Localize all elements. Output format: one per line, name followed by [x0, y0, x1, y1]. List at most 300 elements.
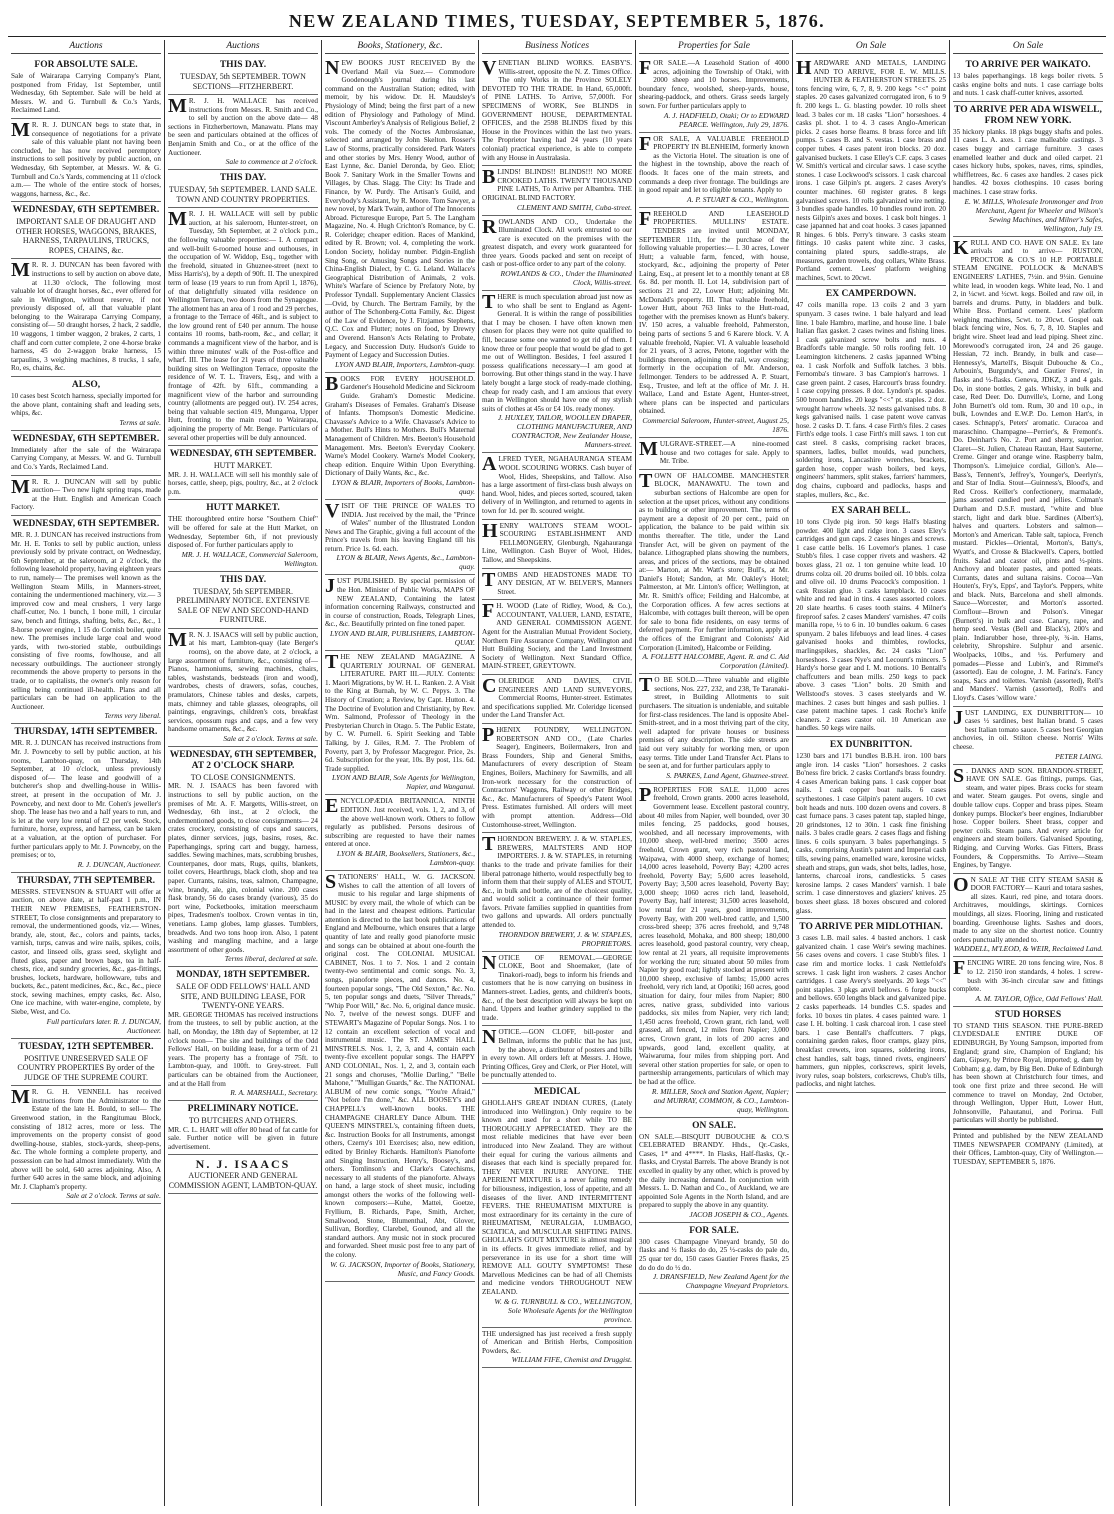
drop-cap: E [325, 795, 339, 818]
advertisement [953, 57, 1103, 102]
ad-signature: W. G. JACKSON, Importer of Books, Stationery, Music, and Fancy Goods. [330, 1259, 475, 1278]
ad-heading: WEDNESDAY, 6TH SEPTEMBER. [12, 433, 160, 444]
ad-signature: WILLIAM FIFE, Chemist and Druggist. [511, 1355, 632, 1365]
ad-body [168, 1011, 318, 1088]
advertisement [482, 1084, 632, 1328]
advertisement [639, 438, 789, 470]
ad-signature: J. HUXLEY, TAILOR, WOOLLEN DRAPER, CLOTHING MANUFACTURER, AND CONTRACTOR, New Zealander House, Manners-street. [497, 413, 632, 450]
ad-body [796, 934, 946, 1089]
ad-text: THE thoroughbred entire horse "Southern Chief" will be offered for sale at the Hutt Market, on Wednesday, September 6th, if not previously disposed of. For further particulars apply to [168, 515, 318, 550]
advertisement [168, 572, 318, 629]
column-heading: Properties for Sale [639, 40, 789, 54]
ad-text: NCYCLOPÆDIA BRITANNICA. NINTH EDITION. Just received, vols. 1, 2, and 3, of the above well-known work. Others to follow regularly as published. Persons desirous of subscribing are requested to have their names entered at once. [325, 797, 475, 849]
drop-cap: M [11, 259, 30, 282]
ad-text: OTICE.—GON CLOFF, bill-poster and Bellman, informs the public that he has just, by the above, a distributor of posters and bills in every town. All orders left at Messrs. J. Howe, Printing Offices, Grey and Clerk, or Pier Hotel, will be punctually attended to. [482, 1028, 632, 1080]
ad-body [482, 455, 632, 515]
masthead-title: NEW ZEALAND TIMES, TUESDAY, SEPTEMBER 5, 1876. [8, 6, 1106, 37]
ad-heading: MONDAY, 18TH SEPTEMBER. [176, 970, 310, 981]
ad-text: OR SALE, A VALUABLE FREEHOLD PROPERTY IN BLENHEIM, formerly known as the Victoria Hotel. The situation is one of the highest in the township, above the reach of floods. It faces one of the main streets, and commands a deep river frontage. The buildings are in good repair and let to eligible tenants. Apply to [639, 134, 789, 195]
advertisement [482, 453, 632, 519]
ad-text: MR. N. J. ISAACS has been favored with instructions to sell by public auction, on the premises of Mr. A. F. Margetts, Willis-street, on Wednesday, 6th inst., at 2 o'clock, the undermentioned goods, to close consignments— 24 crates crockery, consisting of cups and saucers, plates, dinner services, jugs, basins, roses, &c. Paperhangings, spring cart and buggy, harness, saddles. Sewing machines, mats, scrubbing brushes, Counterpanes, door mats, Rugs, quilts, blankets, toilet covers, Hearthrugs, black cloth, shop and tea paper. Currants, raisins, teas, salmon, Champagne, wine, brandy, ale, gin, colonial wine. 200 cases flask brandy, 56 do cases brandy (various), 35 do port wine, Pocketbooks, imitation meerschaum pipes, Tradesmen's toolbox. Crown ventas in tin, venetians. Lamp globes, lamp glasses. Tumblers, breadwds. And two tons hoop iron. Also, 1 patent washing and mangling machine, and a large assortment of other goods. [168, 782, 318, 954]
drop-cap: B [482, 166, 496, 189]
ad-heading: FOR ABSOLUTE SALE. [34, 60, 138, 70]
ad-body [11, 261, 161, 373]
column-6 [793, 40, 950, 1506]
advertisement [11, 1039, 161, 1087]
advertisement [325, 500, 475, 576]
drop-cap: M [11, 475, 30, 498]
ad-text: OWN OF HALCOMBE. MANCHESTER BLOCK, MANAWATU. The town and suburban sections of Halcombe are open for selection at the upset prices, without any conditions as to building or other improvement. The terms of payment are a deposit of 20 per cent., paid on application, the balance to be paid within six months thereafter. The title, under the Land Transfer Act, will be given on payment of the balance. Lithographed plans showing the numbers, areas, and prices of the sections, may be obtained at:— Marton, at Mr. Watt's store; Bull's, at Mr. Daniel's Hotel; Sandon, at Mr. Oakley's Hotel; Palmerston, at Mr. Linton's office; Wellington, at Mr. R. Smith's office; Feilding and Halcombe, at the Corporation offices. A few acres sections at Halcombe, with cottages built thereon, will be open for sale to bona fide residents, on easy terms of deferred payment. For further information, apply at the offices of the Emigrant and Colonists' Aid Corporation (Limited), Halcombe or Feilding. [639, 471, 789, 652]
advertisement [482, 166, 632, 215]
drop-cap: O [953, 873, 969, 896]
advertisement [11, 57, 161, 119]
column-heading: On Sale [796, 40, 946, 54]
ad-text: UST PUBLISHED. By special permission of the Hon. Minister of Public Works, MAPS OF NEW ZEALAND, Containing the latest information concerning Railways, constructed and in course of construction, Roads, Telegraph Lines, &c., &c. Beautifully printed on fine toned paper. [325, 577, 475, 629]
ad-body [482, 602, 632, 671]
ad-text: 10 tons Clyde pig iron. 50 kegs Hall's blasting powder. 400 light and ridge iron. 3 cases Eley's cartridges and gun caps. 2 cases hinges and screws. 1 case cattle bells. 16 Lovemor's planes. 1 case Stubb's files. 1 case copper rivets and washers. 42 boxes glass, 21 oz. 1 ton genuine white lead. 10 drums colza oil. 20 drums boiled oil. 10 bbls. colza and olive oil. 10 drums Peacock's composition. 1 cask Russian glue. 3 casks lampblack. 10 cases white and red lead in tins. 4 cases assorted colors. 20 slate hearths. 6 cases tooth stains. 4 Milner's fireproof safes. 2 cases Manders' varnishes. 47 coils manilla rope, ½ to 6 in. 10 bundles oakum. 6 cases spunyarn. 2 bales lifebuoys and lead lines. 4 cases galvanised hooks and thimbles, rowlocks, marlingspikes, shackles, &c. 24 casks "Lion" horseshoes. 3 cases Nye's and Lecount's mincers. 5 Hardy's horse gear and I. M. motions. 10 Bentall's chaffcutters and bean mills. 250 kegs to pack above. 3 cases "Lion" bolts. 20 Smith and Wellstood's stoves. 3 cases steelyards and W. machines. 2 cases butt hinges and sash pullies. 1 case patent machine tapes. 1 cask Roche's knife cleaners. 2 cases castor oil. 10 American axe handles. 50 kegs wire nails. [796, 518, 946, 733]
advertisement [482, 675, 632, 724]
ad-heading: ON SALE. [692, 1120, 736, 1131]
advertisement [639, 208, 789, 438]
ad-text: OWLANDS AND CO., Undertake the Illuminated Clock. All work entrusted to our care is executed on the premises with the greatest dispatch, and every work guaranteed for three years. Goods packed and sent on receipt of cash or post-office order to any part of the colony. [482, 217, 632, 269]
ad-body [482, 677, 632, 720]
ad-body [168, 471, 318, 497]
drop-cap: T [482, 568, 496, 591]
ad-text: ON SALE.—BISQUIT DUBOUCHE & CO.'S CELEBRATED BRANDY. Hhds., Qr.-Casks, Cases, 1* and 4****. In Flasks, Half-flasks, Qr.-flasks, and Crystal Barrels. The above Brandy is not excelled in quality by any other, which is proved by the daily increasing demand. In conjunction with Messrs. L. D. Nathan and Co., of Auckland, we are appointed Sole Agents in the North Island, and are prepared to supply the above in any quantity. [639, 1132, 789, 1210]
ad-text: 10 cases best Scotch harness, specially imported for the above plant, containing shaft and leading sets, whips, &c. [11, 392, 161, 418]
ad-signature: A. J. HADFIELD, Otaki; Or to EDWARD PEARCE. Wellington, July 29, 1876. [663, 110, 789, 129]
ad-body [11, 1088, 161, 1191]
advertisement [325, 795, 475, 871]
advertisement [11, 516, 161, 724]
ad-text: THE undersigned has just received a fresh supply of American and British Herbs, Composition Powders, &c. [482, 1329, 632, 1355]
ad-text: H. WOOD (Late of Ridley, Wood, & Co.), ACCOUNTANT, VALUER, LAND, ESTATE, AND GENERAL COMMISSION AGENT. Agent for the Australian Mutual Provident Society, Northern Fire Assurance Company, Wellington and Hutt Building Society, and the Land Investment Society of Wellington. Next Standard Office, MAIN-STREET, GREYTOWN. [482, 602, 632, 671]
ad-subheading: TO BUTCHERS AND OTHERS. [188, 1116, 298, 1126]
ad-text: OTICE OF REMOVAL.—GEORGE CLOKE, Boot and Shoemaker, (late of Tinakori-road), begs to inform his friends and customers that he is now carrying on business in Manners-street. Ladies, gents, and children's boots, &c., of the best description will always be kept on hand. Uppers and leather grindery supplied to the trade. [482, 953, 632, 1022]
ad-text: 3 cases L.B. mail sales. 4 basted anchors. 1 cask galvanized chain. 1 case Weir's sewing machines. 56 cases ovens and covers. 1 case Stubb's files. 1 case rim and mortice locks. 1 cask Nettlefold's screws. 1 cask light iron washers. 2 cases Anchor cartridges. 1 case Avery's steelyards. 20 kegs "<<" point staples. 3 pkgs anvil bellows. 6 forge bucks and bellows. 650 lengths black and galvanized pipe. 2 casks paperheads. 14 bundles C.S. spades and forks. 10 boxes tin plates. 4 cases painted ware. 1 case I. H. bolting. 1 cask charcoal iron. 1 case steel bars. 1 case Bentall's chaffcutters. 7 pkgs, containing garden rakes, floor cramps, glazy pins, breakfast crewets, iron squares, soldering irons, chest handles, salt bags, tinned rivets, engineers' hammers, gun nipples, corkscrews, spirit levels, ivory rules, soap bolsters, corkscrews, Chub's tills, padlocks, and night latches. [796, 934, 946, 1089]
advertisement [11, 1086, 161, 1204]
drop-cap: M [168, 208, 187, 231]
drop-cap: S [953, 764, 965, 787]
imprint-footer: Printed and published by the NEW ZEALAND TIMES NEWSPAPER COMPANY (Limited), at their Offices, Lambton-quay, City of Wellington.—TUESDAY, SEPTEMBER 5, 1876. [953, 1129, 1103, 1166]
ad-body [11, 531, 161, 711]
drop-cap: M [11, 1086, 30, 1109]
ad-body [953, 873, 1103, 945]
ad-body [953, 1022, 1103, 1125]
ad-text: Immediately after the sale of the Wairarapa Carrying Company, at Messrs. W. and G. Turnbull and Co.'s Yards, Reclaimed Land. [11, 445, 161, 471]
column-heading: Books, Stationery, &c. [325, 40, 475, 54]
column-heading: On Sale [953, 40, 1103, 54]
ad-text: 1230 bars and 171 bundles B.B.H. iron. 100 bars angle iron. 14 casks "Lion" horseshoes. 2 casks Bo'ness fire brick. 2 casks Cortland's brass foundry. 4 cases American baking pans. 1 cask copper boat nails. 1 cask copper boat nails. 6 cases scythestones. 1 case Gilpin's patent augers. 10 cwt bolt heads and nuts. 100 dozen ovens and covers. 8 cast furnace pans. 3 cases patent tap, stapled hinge, 20 grindstones, 12 to 30in. 1 cask fine finishing nails. 3 bales cradle gears. 2 cases flags and fishing lines. 6 coils spunyarn. 3 bales paperhangings. 5 casks, comprising Austin's patent and Imperial cash tills, sewing pains, enamelled ware, kerosine wicks, sheath and straps, gun wads, shot belts, ladles, hose, lanterns, charcoal irons, candlesticks. 5 cases kerosine lamps. 2 cases Manders' varnish. 1 bale scrim. 1 case dinnerstoves and glaziers' knives. 25 boxes sheet glass. 18 boxes obscured and colored glass. [796, 751, 946, 915]
ad-text: UST LANDING, EX DUNBRITTON— 10 cases ½ sardines, best Italian brand. 5 cases best Italian tomato sauce. 5 cases best Georgian anchovies, in oil. Stilton cheese. Norris' Wilts cheese. [953, 708, 1103, 751]
ad-body [482, 1330, 632, 1356]
ad-body [953, 706, 1103, 752]
advertisement [482, 216, 632, 292]
ad-signature: A. M. TAYLOR, Office, Odd Fellows' Hall. [975, 993, 1103, 1003]
drop-cap: M [639, 437, 658, 460]
ad-text: HE NEW ZEALAND MAGAZINE. A QUARTERLY JOURNAL OF GENERAL LITERATURE. PART III.—JULY. Contents: 1. Maori Migrations, by W. H. L. Ranken. 2. A Visit to the King at Burnah, by W. C. Pepys. 3. The History of Creation; a Review, by Capt. Hutton. 4. The Doctrine of Evolution and Christianity, by Rev. Wm. Salmond, Professor of Theology in the Presbyterian Church in Otago. 5. The Public Estate, by C. W. Purnell. 6. Spirit Seeking and Table Talking, by J. Giles, R.M. 7. The Problem of Poverty, part 3, by Professor Macgregor. Price, 2s. 6d. Subscription for the year, 10s. By post, 11s. 6d. Trade supplied. [325, 653, 475, 773]
advertisement [953, 707, 1103, 765]
advertisement [482, 1328, 632, 1369]
drop-cap: F [953, 957, 966, 980]
ad-body [11, 72, 161, 115]
ad-signature: WADDELL, M'LEOD, & WEIR, Reclaimed Land. [953, 944, 1103, 954]
ad-heading: ALSO, [71, 380, 101, 391]
advertisement [482, 600, 632, 675]
advertisement [11, 476, 161, 516]
drop-cap: N [482, 1026, 497, 1049]
advertisement [953, 1007, 1103, 1129]
ad-body [639, 783, 789, 1087]
drop-cap: N [482, 951, 497, 974]
ad-body [482, 951, 632, 1023]
advertisement [639, 1223, 789, 1294]
drop-cap: T [639, 469, 653, 492]
ad-body [796, 59, 946, 282]
drop-cap: J [953, 706, 963, 729]
ad-text: 300 cases Champagne Vineyard brandy, 50 do flasks and ½ flasks do do, 25 ½-casks do pale do, 25 quar ter do, 150 cases Gautier Freres flasks, 25 do do do do ½ do. [639, 1237, 789, 1272]
drop-cap: P [639, 783, 652, 806]
ad-text: ULGRAVE-STREET.—A nine-roomed house and two cottages for sale. Apply to Mr. Tribe. [659, 439, 789, 466]
ad-text: O BE SOLD.—Three valuable and eligible sections, Nos. 227, 232, and 238, Te Taranaki-street, in Building Allotments to suit purchasers. The situation is undeniable, and suitable for first-class residences. The land is opposite Abel-Smith-street, and in a most thriving part of the city, well adapted for private houses or business premises of any description. The side streets are laid out very suitably for working men, or upon easy terms. Title under Land Transfer Act. Plans to be seen at, and for further particulars apply to [639, 676, 789, 771]
drop-cap: T [482, 291, 496, 314]
advertisement [953, 874, 1103, 958]
advertisement [325, 373, 475, 500]
ad-signature: Sale at 2 o'clock. Terms at sale. [66, 1191, 161, 1201]
advertisement [11, 119, 161, 202]
ad-signature: LYON & BLAIR, Importers of Books, Lambton-quay. [332, 477, 475, 496]
ad-text: R. R. J. DUNCAN begs to state that, in consequence of negotiations for a private sale of this valuable plant not having been concluded, he has now received peremptory instructions to sell positively by public auction, on Wednesday, 6th September, at Messrs. W. & G. Turnbull and Co.'s Yards, commencing at 11 o'clock a.m.— The whole of the entire stock of horses, waggons, harness, &c., &c. [11, 120, 161, 198]
drop-cap: K [953, 236, 969, 259]
ad-heading: WEDNESDAY, 6TH SEPTEMBER. [12, 205, 160, 216]
ad-body [168, 782, 318, 954]
ad-text: ENETIAN BLIND WORKS. EASBY'S. Willis-street, opposite the N. Z. Times Office. The only Works in the Province SOLELY DEVOTED TO THE TRADE. In Hand, 65,000ft. of PINE LATHS. To Arrive, 57,000ft. For SPECIMENS of WORK, See BLINDS in GOVERNMENT HOUSE, DEPARTMENTAL OFFICES, and the 2598 BLINDS fixed by this House in the Provinces within the last two years. The Proprietor having had 24 years (10 years colonial) practical experience, is able to compete with any House in Australasia. [482, 59, 632, 162]
drop-cap: A [482, 453, 497, 476]
ad-subheading: SALE OF ODD FELLOWS' HALL AND SITE, AND BUILDING LEASE, FOR TWENTY-ONE YEARS. [176, 982, 310, 1011]
ad-body [639, 1238, 789, 1272]
ad-body [482, 1028, 632, 1080]
advertisement [796, 286, 946, 503]
advertisement [168, 500, 318, 571]
ad-heading: TUESDAY, 12TH SEPTEMBER. [18, 1041, 154, 1052]
advertisement [11, 431, 161, 476]
drop-cap: J [325, 575, 335, 598]
column-5 [636, 40, 793, 1506]
ad-text: LINDS! BLINDS!! BLINDS!!! NO MORE CROOKED LATHS. TWENTY THOUSAND PINE LATHS, To Arrive per Albambra. THE ORIGINAL BLIND FACTORY. [482, 168, 632, 202]
drop-cap: M [11, 118, 30, 141]
ad-text: ARDWARE AND METALS, LANDING AND TO ARRIVE, FOR E. W. MILLS. HUNTER & FEATHERSTON STREETS. 25 tons fencing wire, 6, 7, 8, 9. 200 kegs "<<" point staples. 20 cases galvanized corrugated iron, 6 to 9 ft. 200 kegs L. G. blasting powder. 10 rolls sheet lead. 3 bales cor m. 18 casks "Lion" horseshoes. 4 casks pl. shot. 1 to 4. 3 cases Anglo-American picks. 2 cases horse fleams. 8 brass force and lift pumps. 5 cases B. and S. vestas. 1 case brass and copper tubes. 4 cases patent iron blocks. 20 doz. galvanised buckets. 1 case Elley's C.F. caps. 3 cases W. Smith's vertical and circular saws. 1 case scythe stones. 1 case Lockwood's scissors. 1 cask charcoal irons. 1 case Gilpin's pt. augers. 2 cases Avery's counter machines. 60 register grates. 8 kegs galvanised screws. 10 rolls galvanized wire netting. 3 bundles spade handles. 10 bundles round iron. 20 nests Gilpin's axes and boxes. 1 cask bolt hinges. 1 case japanned hat and coat hooks. 3 cases japanned R hinges. 6 bbls. Perry's tinware. 3 casks steam fittings. 10 casks patent white zinc. 3 casks, containing plated spurs, saddle-straps, ale measures, garden trowels, dog collars, White Brass. Portland cement. Lees' platform weighing machines, 5cwt. to 20cwt. [796, 59, 946, 282]
advertisement [639, 470, 789, 674]
ad-subheading: HUTT MARKET. [213, 461, 273, 471]
ad-body [482, 293, 632, 413]
ad-heading: TO ARRIVE PER ADA WISWELL, FROM NEW YORK. [954, 104, 1102, 126]
drop-cap: M [168, 628, 187, 651]
advertisement [168, 967, 318, 1101]
ad-body [953, 236, 1103, 703]
ad-signature: LYON AND BLAIR, PUBLISHERS, LAMBTON-QUAY. [330, 629, 475, 648]
ad-text: R. N. J. ISAACS will sell by public auction, at his mart, Lambton-quay (late Berger's rooms), on the above date, at 2 o'clock, a large assortment of furniture, &c., consisting of— Pianos, harmoniums, sewing machines, chairs, tables, washstands, bedsteads (iron and wood), wardrobes, chests of drawers, sofas, couches, pramulators, Chinese tables and desks, carpets, mats, chimney and table glasses, oleographs, oil paintings, engravings, children's cots, breakfast services, opossum rugs and caps, and a few very handsome ornaments, &c., &c. [168, 630, 318, 734]
ad-signature: JACOB JOSEPH & CO., Agents. [689, 1209, 789, 1219]
ad-body [796, 752, 946, 915]
drop-cap: T [325, 651, 339, 674]
ad-body [11, 475, 161, 512]
ad-signature: ROWLANDS & CO., Under the Illuminated Clock, Willis-street. [500, 269, 632, 288]
ad-text: . DANKS AND SON. BRANDON-STREET, HAVE ON SALE. Gas fittings, pumps. Gas, steam, and water pipes. Brass cocks for steam and water. Steam gauges. Pot ovens, single and double tallow cups. Copper and brass pipes. Steam donkey pumps. Blocker's beer engines, Indiarubber hose. Copper boilers. Sheet brass, copper and pewter coils. Steam pans. And every article for engineers and steam boilers. Galvanised Spouting, Ridging, and Curving Works. Gas Fitters, Brass Founders, & Coppersmiths. To Arrive—Steam Engines, by Tangye. [953, 766, 1103, 870]
drop-cap: V [325, 499, 340, 522]
advertisement [639, 57, 789, 133]
ad-text: HORNDON BREWERY. J. & W. STAPLES, BREWERS, MALTSTERS AND HOP IMPORTERS. J. & W. STAPLES, in returning thanks to the trade and private families for their liberal patronage hitherto, would respectfully beg to inform them that their supply of ALES and STOUT, &c., in bulk and bottle, are of the choicest quality, and would solicit a continuance of their former favors. Private families supplied in quantities from two gallons and upwards. All orders punctually attended to. [482, 835, 632, 930]
ad-text: MR. GEORGE THOMAS has received instructions from the trustees, to sell by public auction, at the hall, on Monday, the 18th day of September, at 12 o'clock noon— The site and buildings of the Odd Fellows' Hall, on building lease, for a term of 21 years. The property has a frontage of 75ft. to Lambton-quay, and 100ft. to Grey-street. Full particulars can be obtained from the Auctioneer, and at the Hall from [168, 1010, 318, 1088]
ad-body [953, 72, 1103, 98]
ad-signature: Commercial Saleroom, Hunter-street, August 25, 1876. [642, 415, 789, 434]
ad-body [639, 676, 789, 771]
ad-signature: MR. J. H. WALLACE, Commercial Saleroom, Wellington. [181, 549, 318, 568]
ad-subheading: IMPORTANT SALE OF DRAUGHT AND OTHER HORSES, WAGGONS, BRAKES, HARNESS, TARPAULINS, TRUCKS, ROPES, CHAINS, &c. [15, 217, 157, 255]
ad-body [953, 764, 1103, 870]
ad-text: MR. C. L. HART will offer 80 head of fat cattle for sale. Further notice will be given in future advertisement. [168, 1125, 318, 1151]
advertisement [639, 133, 789, 208]
drop-cap: S [325, 870, 337, 893]
advertisement [168, 747, 318, 967]
drop-cap: V [482, 57, 497, 79]
advertisement [11, 873, 161, 1039]
ad-body [11, 118, 161, 198]
drop-cap: N [325, 57, 340, 79]
ad-text: 35 hickory planks. 18 pkgs buggy shafts and poles. 11 cases L. A. axes. 1 case malleable castings. 3 cases buggy and carriage furniture. 3 cases enamelled leather and duck and oiled carpet. 21 cases hickory hubs, spokes, naves, rims, spindles, whiffletrees, &c. 6 cases axe handles. 2 cases pick handles. 42 boxes clothespins. 10 cases boring machines. 1 case straw forks. [953, 127, 1103, 196]
drop-cap: R [482, 215, 497, 238]
ad-body [11, 739, 161, 859]
drop-cap: H [482, 519, 498, 542]
ad-signature: E. W. MILLS, Wholesale Ironmonger and Iron Merchant, Agent for Wheeler and Wilson's Sewing Machines, and Milner's Safes, Wellington, July 19. [964, 196, 1103, 233]
ad-heading: TO ARRIVE PER MIDLOTHIAN. [799, 922, 943, 933]
columns-container [8, 40, 1106, 1506]
ad-body [953, 959, 1103, 993]
ad-text: HŒNIX FOUNDRY, WELLINGTON. ROBERTSON AND CO., (Late Charles Seager), Engineers, Boilermakers, Iron and Brass Founders, Ship and General Smiths, Manufacturers of every description of Steam Engines, Boilers, Machinery for Sawmills, and all Iron-work necessary for the construction of Contractors' Waggons, Railway or other Bridges, &c., &c. Manufacturers of Speedy's Patent Wool Press. Estimates furnished. All orders will meet with prompt attention. Address—Old Customhouse-street, Wellington. [482, 726, 632, 829]
ad-body [482, 835, 632, 930]
advertisement [11, 724, 161, 872]
advertisement [796, 57, 946, 286]
advertisement [482, 520, 632, 569]
advertisement [11, 377, 161, 431]
ad-text: OOKS FOR EVERY HOUSEHOLD. Gardener's Household Medicine and Sickroom Guide. Graham's Domestic Medicine. Graham's Diseases of Females. Graham's Disease of Infants. Thompson's Domestic Medicine. Chavasse's Advice to a Wife. Chavasse's Advice to a Mother. Bull's Hints to Mothers. Bull's Maternal Management of Children. Mrs. Beeton's Household Management. Mrs. Beeton's Everyday Cookery. Warne's Model Cookery. Warne's Model Cookery, cheap edition. Enquire Within Upon Everything. Dictionary of Daily Wants, &c., &c. [325, 374, 475, 478]
column-heading: Auctions [11, 40, 161, 54]
ad-text: EW BOOKS JUST RECEIVED By the Overland Mail via Suez.— Commodore Goodenough's journal during his last command on the Australian Station; edited, with memoir, by his widow. Dr. H. Maudsley's Physiology of Mind; being the first part of a new edition of Physiology and Pathology of Mind. Viscount Amberley's Analysis of Religious Belief, 2 vols. The comedy of the Noctes Ambrosianae, selected and arranged by John Skelton. Rosser's Law of Storms, practically considered. Park Waters and other stories by Mrs. Henry Wood, author of East Lynne, &c. Daniel Deronda, by Geo. Eliot; Book 7. Sanitary Work in the Smaller Towns and Villages, by Chas. Slagg. The City: Its Trade and Finance, by W. Purdy. The Artisan's Guild, and Everybody's Assistant, by R. Moore. Tom Sawyer, a new novel, by Mark Twain, author of The Innocents Abroad. Picturesque Europe, Part 5. The Langham Magazine, No. 4. Hugh Crichton's Romance, by C. R. Coleridge; cheaper edition. Races of Mankind, edited by R. Brown; vol. 4, completing the work. London Society, holiday number. Pidgin-English Sing Song, or Amusing Songs and Stories in the China-English Dialect, by C. G. Leland. Wallace's Geographical Distribution of Animals, 2 vols. White's Warfare of Science by Prefatory Note, by Professor Tyndall. Supplementary Ancient Classics—Ovid, by Church. The Bertram Family, by the author of The Schonberg-Cotta Family, &c. Digest of the Law of Evidence, by J. Fitzjames Stephens, Q.C. Cox and Flutter; notes on food, by Drewry and Overend. Hanson's Acts Relating to Probate, Legacy, and Succession Duty. Hudson's Guide to Payment of Legacy and Succession Duties. [325, 59, 475, 360]
ad-text: R. J. H. WALLACE has received instructions from Messrs. R. Smith and Co., to sell by auction on the above date— 48 sections in Fitzherbertown, Manawatu. Plans may be seen and particulars obtained at the offices of Benjamin Smith and Co., or at the office of the Auctioneer. [168, 97, 318, 157]
ad-heading: EX CAMPERDOWN. [825, 289, 917, 300]
ad-body [796, 518, 946, 733]
ad-body [639, 59, 789, 111]
drop-cap: F [639, 207, 652, 230]
ad-title: N. J. ISAACS [195, 1157, 291, 1172]
ad-text: REEHOLD AND LEASEHOLD PROPERTIES. MULLINS' ESTATE. TENDERS are invited until MONDAY, SEPTEMBER 11th, for the purchase of the following valuable properties:— I. 30 acres, Lower Hutt; a valuable farm, fenced, with house, stockyard, &c., adjoining the property of Peter Laing, Esq., at present let to a monthly tenant at £8 6s. 8d. per month. II. Lot 14, subdivision part of sections 21 and 22, Lower Hutt; adjoining Mr. McDonald's property. III. That valuable freehold, Lower Hutt, about 763 links to the Hutt-road, together with the premises known as Hunt's bakery. IV. 150 acres, a valuable freehold, Pahmerston, being parts of sections 5 and 6 Karere block. V. A valuable freehold, Napier. VI. A valuable leasehold for 21 years, of 3 acres, Petone, together with the buildings thereon, adjoining the rail, way crossing; formerly in the occupation of Mr. Anderson, fellmonger. Tenders to be addressed A. P. Stuart, Esq., Trustee, and left at the office of Mr. J. H. Wallace, Land and Estate Agent, Hunter-street, where plans can be inspected and particulars obtained. [639, 209, 789, 416]
advertisement [168, 170, 318, 208]
advertisement [168, 95, 318, 170]
ad-body [325, 372, 475, 478]
ad-body [639, 207, 789, 416]
ad-body [168, 1126, 318, 1152]
ad-signature: LYON & BLAIR, Booksellers, Stationers, &c., Lambton-quay. [336, 848, 475, 867]
advertisement [482, 57, 632, 166]
ad-text: GHOLLAH'S GREAT INDIAN CURES, (Lately introduced into Wellington.) Only require to be known and used for a short while TO BE THOROUGHLY APPRECIATED. They are the most reliable medicines that have ever been introduced into New Zealand. They are without their equal for curing the various ailments and diseases that each kind is specially prepared for. THEY NEVER INJURE ANYONE. THE APERIENT MIXTURE is a never failing remedy for biliousness, indigestion, loss of appetite, and all diseases of the liver. AND INTERMITTENT FEVERS. THE RHEUMATISM MIXTURE is most extraordinary for its certainty in the cure of RHEUMATISM, NEURALGIA, LUMBAGO, SCIATICA, and MUSCULAR SHIFTING PAINS. GHOLLAH'S GOUT MIXTURE is almost magical in its effects. It gives immediate relief, and by perseverance in its use for a short time will REMOVE ALL GOUTY SYMPTOMS! These Marvellous Medicines can be had of all Chemists and medicine vendors THROUGHOUT NEW ZEALAND. [482, 1098, 632, 1297]
advertisement [168, 629, 318, 747]
advertisement [639, 674, 789, 784]
ad-text: ISIT OF THE PRINCE OF WALES TO INDIA. Just received by the mail, the "Prince of Wales" number of the Illustrated London News and The Graphic, giving a full account of the Prince's travels from his leaving England till his return. Price 1s. 6d. each. [325, 501, 475, 553]
ad-heading: WEDNESDAY, 6TH SEPTEMBER. [169, 449, 317, 460]
ad-subheading: TUESDAY, 5th SEPTEMBER. LAND SALE. TOWN AND COUNTRY PROPERTIES. [168, 185, 318, 204]
ad-body [11, 392, 161, 418]
ad-signature: CLEMENT AND SMITH, Cuba-street. [516, 202, 632, 212]
ad-signature: Terms liberal, declared at sale. [224, 954, 318, 964]
ad-heading: FOR SALE. [689, 1225, 739, 1236]
ad-signature: Sale at 2 o'clock. Terms at sale. [223, 733, 318, 743]
drop-cap: P [482, 724, 495, 746]
ad-body [11, 888, 161, 1017]
ad-body [482, 59, 632, 162]
ad-signature: Sale to commence at 2 o'clock. [225, 157, 318, 167]
ad-signature: PETER LAING. [1055, 751, 1103, 761]
advertisement [325, 575, 475, 651]
ad-subheading: AUCTIONEER AND GENERAL COMMISSION AGENT, LAMBTON-QUAY. [168, 1171, 318, 1190]
drop-cap: F [639, 57, 652, 79]
ad-body [482, 215, 632, 270]
ad-heading: THURSDAY, 14TH SEPTEMBER. [14, 727, 158, 738]
ad-heading: EX SARAH BELL. [831, 506, 911, 517]
advertisement [639, 784, 789, 1118]
ad-text: R. R. J. DUNCAN has been favored with instructions to sell by auction on above date, at 11.30 o'clock, The following most valuable lot of draught horses, &c., ever offered for sale in Wellington, without reserve, if not previously disposed of, all that valuable plant belonging to the Wairarapa Carrying Company, consisting of— 50 draught horses, 2 hack, 2 saddle, 10 waggons, 1 timber waggon, 2 brakes, 2 carts, 1 chaff and corn cutter complete, 2 one 4-horse brake harness, 45 do 2-waggon brake harness, 15 tarpaulins, 3 weighing machines, 8 trucks, 1 safe, Ro, es, chains, &c. [11, 261, 161, 373]
ad-heading: WEDNESDAY, 6TH SEPTEMBER, AT 2 O'CLOCK SHARP. [169, 749, 317, 771]
ad-heading: TO ARRIVE PER WAIKATO. [965, 60, 1091, 70]
ad-body [325, 59, 475, 360]
advertisement [482, 724, 632, 833]
ad-text: MR. R. J. DUNCAN has received instructions from Mr. H. E. Tonks to sell by public auction, unless previously sold by private contract, on Wednesday, 6th September, at the saleroom, at 2 o'clock, the following leasehold property, having eighteen years to run, namely— The premises well known as the Wellington Steam Mills, in Manners-street, containing the undermentioned machinery, viz.— 3 improved cow and meal crushers, 1 very large chaff-cutter, No. 1 bunch, 1 bone mill, 1 circular saw, bench and fittings, shafting, belts, &c., &c., 1 8-horse power engine, 1 15 do Cornish boiler, quite new. The premises include large coal and wood yards, with two-storied stable, outbuildings consisting of five rooms, fowlhouse, and all necessary outbuildings. The auctioneer strongly recommends the above property to persons in the trade, or to capitalists, the owner's only reason for selling being continued ill-health. Plans and all particulars can be had on application to the Auctioneer. [11, 530, 161, 711]
ad-signature: LYON AND BLAIR, Sole Agents for Wellington, Napier, and Wanganui. [331, 773, 475, 792]
ad-body [325, 797, 475, 849]
ad-text: MESSRS. STEVENSON & STUART will offer at auction, on above date, at half-past 1 p.m., IN THEIR NEW PREMISES, FEATHERSTON-STREET, To close consignments and preparatory to removal, the undermentioned goods, viz.— Wines, brandy, ale, stout, &c., colors and paints, tacks, varnish, turps, canvas and wire nails, spikes, coils, castor, and linseed oils, grass seed, skylight and fluted glass, paper and brown bags, tea in half-chests, rice, and sundry groceries, &c., gas-fittings, brushes, lockets, hardware, hollowware, tubs and buckets, &c., patent medicines, &c., &c., &c., piece stock, sewing machines, empty casks, &c. Also, One ice machine, with water-engine, complete, by Siebe, West, and Co. [11, 887, 161, 1017]
column-3 [322, 40, 479, 1506]
ad-heading: PRELIMINARY NOTICE. [187, 1104, 299, 1115]
ad-signature: W. & G. TURNBULL & CO., WELLINGTON, Sole Wholesale Agents for the Wellington province. [494, 1296, 632, 1324]
drop-cap: F [639, 132, 652, 155]
ad-subheading: TUESDAY, 5th SEPTEMBER. PRELIMINARY NOTICE. EXTENSIVE SALE OF NEW AND SECOND-HAND FURNITURE. [176, 586, 310, 625]
ad-heading: THIS DAY. [219, 574, 267, 585]
ad-body [168, 515, 318, 549]
drop-cap: B [325, 372, 339, 395]
advertisement [482, 833, 632, 952]
ad-text: HERE is much speculation abroad just now as to who shall be sent to England as Agent-General. It is within the range of possibilities that I may be chosen. I have often known men chosen for places they were not quite qualified to fill, because some one wanted to get rid of them. I know three or four people that would be glad to get me out of Wellington. Besides, I feel assured I possess qualifications necessary—I am good at borrowing. But other things stand in the way. I have lately bought a large stock of ready-made clothing, cheap for ready cash, and I am anxious that every man in Wellington should have one of my stylish suits of clothes at 45s or £4 10s. ready money. [482, 293, 632, 413]
ad-text: R. R. J. DUNCAN will sell by public auction— Two new light spring traps, made at the Hutt. English and American Coach Factory. [11, 477, 161, 512]
ad-subheading: TO CLOSE CONSIGNMENTS. [190, 772, 296, 782]
ad-text: N SALE AT THE CITY STEAM SASH & DOOR FACTORY— Kauri and totara sashes, all sizes. Kauri, red pine, and totara doors. Architraves, mouldings, skirtings. Cornices mouldings, all sizes. Flooring, lining and rusticated boarding. Greenhouse lights. Sashes and doors, made to any size on the shortest notice. Country orders punctually attended to. [953, 875, 1103, 944]
ad-signature: R. A. MARSHALL, Secretary. [230, 1088, 318, 1098]
advertisement [482, 952, 632, 1027]
ad-text: TO STAND THIS SEASON. THE PURE-BRED CLYDESDALE ENTIRE DUKE OF EDINBURGH, By Young Sampson, imported from England; grand sire, Champion of England; his dam, Gipsey, by Prince Royal, imported; g. dam by Cobham; g.g. dam, by Big Ben. Duke of Edinburgh has been shown at Christchurch four times, and took one first prize and three second. He will commence to travel on Monday, 2nd October, through Wellington, Upper Hutt, Lower Hutt, Johnsonville, Pahautanui, and Porirua. Full particulars will shortly be published. [953, 1021, 1103, 1125]
advertisement [482, 569, 632, 601]
ad-subheading: POSITIVE UNRESERVED SALE OF COUNTRY PROPERTIES By order of the JUDGE OF THE SUPREME COURT. [17, 1053, 155, 1082]
ad-body [953, 128, 1103, 197]
advertisement [953, 102, 1103, 237]
advertisement [168, 208, 318, 446]
ad-text: 13 bales paperhangings. 18 kegs boiler rivets. 5 casks engine bolts and nuts. 1 case carriage bolts and nuts. 1 cask chaff-cutter knives, assorted. [953, 72, 1103, 98]
ad-text: 47 coils manilla rope. 13 coils 2 and 3 yarn spunyarn. 3 cases twine. 1 bale halyard and lead line. 1 bale Hambro, marline, and house line. 1 bale Italian flax gasket. 2 cases twines and fishing lines. 1 cask galvanized screw bolts and nuts. 4 Bradford's table mangle. 50 rolls roofing felt. 10 Leamington kitchenens. 2 casks japanned W'bing ea. 1 cask Norfolk and Suffolk latches. 3 bbls. Fernomba's tinware. 3 bas Campion's harrows. 1 case green paint. 2 cases, Harcourt's brass foundry. 1 case copying presses. 8 doz. Lyndon's pt. spades. 500 broom handles. 20 kegs "<<" pt. staples. 2 doz. wrought harrow wheels. 32 nests galvanised tubs. 8 kegs galvanised nails. 1 case patent wove canvas hose. 2 casks D. T. fans. 4 case Firth's files. 2 cases Firth's edge tools. 1 case Firth's mill saws. 1 ton cut cast steel. 8 casks, comprising racket braces, spanners, ladles, bullet moulds, wad punchers, soldering irons, Lancashire wrenches, brackets, garden hose, copper wash boilers, bed keys, engineers' hammers, split stakes, farriers' hammers, dog chains, cupboard and padlocks, hasps and staples, mullers, &c., &c. [796, 301, 946, 499]
ad-body [639, 132, 789, 195]
advertisement [325, 871, 475, 1282]
ad-signature: Terms at sale. [119, 417, 161, 427]
drop-cap: C [482, 675, 497, 698]
ad-heading: STUD HORSES [994, 1009, 1062, 1020]
ad-text: ENCING WIRE. 20 tons fencing wire, Nos. 8 to 12. 2150 iron standards, 4 holes. 1 screw-bush with 36-inch circular saw and fittings complete. [953, 959, 1103, 994]
ad-body [168, 97, 318, 157]
ad-body [796, 301, 946, 499]
column-7 [950, 40, 1106, 1506]
ad-signature: S. PARKES, Land Agent, Ghuznee-street. [666, 770, 789, 780]
advertisement [953, 765, 1103, 874]
ad-body [325, 577, 475, 629]
advertisement [168, 1155, 318, 1194]
drop-cap: T [482, 833, 496, 856]
advertisement [953, 237, 1103, 707]
column-4 [479, 40, 636, 1506]
ad-signature: LYON AND BLAIR, Importers, Lambton-quay. [335, 359, 475, 369]
advertisement [325, 651, 475, 795]
ad-text: ROPERTIES FOR SALE. 11,000 acres freehold, Crown grants. 2000 acres leasehold, Government lease. Excellent pastoral country, about 40 miles from Napier, well bounded, over 30 miles fencing, 25 paddocks, good houses, woolshed, and all necessary improvements, with 10,000 sheep, well-bred merino; 3500 acres freehold, Crown grant, very rich pastoral land, Waipawa, with 4000 sheep, exchange of homes; 14,000 acres leasehold, Poverty Bay; 4,200 acres freehold, Poverty Bay; 5,600 acres leasehold, Poverty Bay; 3,500 acres leasehold, Poverty Bay; 3,000 sheep; 1060 acres rich land, leasehold, Poverty Bay, half interest; 31,500 acres leasehold, low rental for 21 years, good improvements, Poverty Bay, with 200 well-bred cattle, and 1,500 cross-bred sheep; 376 acres freehold, and 9,748 acres leasehold, Mohaka, and 800 sheep; 180,000 acres leasehold, good pastoral country, very cheap, low rental at 21 years, all requisite improvements for working the run; situated about 50 miles from Napier by good road; lightly stocked at present with 10,000 sheep, exclusive of lambs; 15,000 acres freehold, very rich land, at Opotiki; 160 acres, good situation for dairy, four miles from Napier; 800 acres, native grass, subdivided into various paddocks, six miles from Napier, very rich land; 1,450 acres freehold, Crown grant, rich land, well grassed, all fenced, 12 miles from Napier; 3,000 acres, Crown grant, in lots of 200 acres and upwards, good land, excellent quality, at Waiwaruma, four miles from shipping port. And several other station properties for sale, or open to partnership arrangements, particulars of which may be had at the office. [639, 785, 789, 1086]
advertisement [168, 57, 318, 95]
ad-body [482, 168, 632, 202]
ad-heading: HUTT MARKET. [206, 503, 280, 514]
drop-cap: H [796, 57, 812, 79]
ad-text: R. G. H. VENNELL has received instructions from the Administrator to the Estate of the late H. Bould, to sell— The Greenwood station, in the Rangitumau Block, consisting of 1812 acres, more or less. The improvements on the property consist of good dwelling-house, stables, stock-yards, sheep-pens, &c. The whole forming a complete property, and possession can be had almost immediately. With the above will be sold, 640 acres adjoining. Also, A further 640 acres in the same block, and adjoining Mr. J. Clapham's property. [11, 1088, 161, 1191]
advertisement [796, 737, 946, 919]
ad-signature: Full particulars later. R. J. DUNCAN, Auctioneer. [46, 1016, 161, 1035]
ad-signature: LYON & BLAIR, News Agents, &c., Lambton-quay. [336, 553, 475, 572]
advertisement [11, 202, 161, 259]
ad-text: ENRY WALTON'S STEAM WOOL-SCOURING ESTABLISHMENT AND FELLMONGERY, Glenburgh, Ngahauranga Line, Wellington. Cash Buyer of Wool, Hides, Tallow, and Sheepskins. [482, 521, 632, 564]
ad-heading: THIS DAY. [219, 60, 267, 70]
advertisement [482, 291, 632, 453]
ad-signature: THORNDON BREWERY, J. & W. STAPLES, PROPRIETORS. [498, 929, 632, 948]
advertisement [796, 503, 946, 737]
ad-signature: J. DRANSFIELD, New Zealand Agent for the Champagne Vineyard Proprietors. [652, 1272, 789, 1291]
ad-body [482, 519, 632, 565]
advertisement [482, 1026, 632, 1084]
ad-body [325, 499, 475, 554]
column-heading: Business Notices [482, 40, 632, 54]
ad-body [325, 870, 475, 1260]
ad-heading: THURSDAY, 7TH SEPTEMBER. [16, 875, 156, 886]
ad-text: LFRED TYER, NGAHAURANGA STEAM WOOL SCOURING WORKS. Cash buyer of Wool, Hides, Sheepskins, and Tallow. Also has a large assortment of first-class bush always on hand. Wool, hides, and pieces sorted, scoured, taken delivery of in Wellington, and returned to agents in town for 1d. per lb. scoured weight. [482, 455, 632, 515]
ad-text: OMBS AND HEADSTONES MADE TO ANY DESIGN, AT W. BELVER'S, Manners Street. [497, 570, 632, 596]
ad-text: Sale of Wairarapa Carrying Company's Plant, postponed from Friday, 1st September, until Wednesday, 6th September. Sale will be held at Messrs. W. and G. Turnbull & Co.'s Yards, Reclaimed Land. [11, 72, 161, 115]
ad-body [168, 210, 318, 442]
ad-body [11, 446, 161, 472]
ad-signature: R. MILLER, Stock and Station Agent, Napier; and MURRAY, COMMON, & CO., Lambton-quay, Wellington. [651, 1086, 789, 1114]
ad-body [482, 568, 632, 597]
ad-heading: EX DUNBRITTON. [829, 739, 913, 750]
ad-heading: THIS DAY. [219, 173, 267, 184]
column-heading: Auctions [168, 40, 318, 54]
ad-text: MR. J. H. WALLACE will sell his monthly sale of horses, cattle, sheep, pigs, poultry, &c., at 2 o'clock p.m. [168, 470, 318, 496]
ad-heading: MEDICAL [534, 1086, 580, 1097]
ad-text: OLERIDGE AND DAVIES, CIVIL ENGINEERS AND LAND SURVEYORS, Commercial Rooms, Hunter-street. Estimates and specifications supplied. Mr. Coleridge licensed under the Land Transfer Act. [482, 677, 632, 720]
advertisement [796, 919, 946, 1093]
ad-body [639, 1133, 789, 1210]
drop-cap: T [639, 674, 653, 697]
drop-cap: F [482, 600, 495, 623]
ad-text: OR SALE.—A Leasehold Station of 4000 acres, adjoining the Township of Otaki, with 2000 sheep and 10 horses. Improvements, boundary fence, woolshed, sheep-yards, house, shearing-paddock, and others. Grass seeds largely sown. For further particulars apply to [639, 59, 789, 110]
advertisement [639, 1118, 789, 1223]
ad-signature: A. P. STUART & CO., Wellington. [687, 194, 789, 204]
ad-text: TATIONERS' HALL, W. G. JACKSON. Wishes to call the attention of all lovers of music to his regular and large shipments of MUSIC by every mail, the whole of which can be had in the latest and cheapest editions. Particular attention is directed to the last book publications of England and Melbourne, which ensures that a large quantity of late and really good pianoforte music and songs can be obtained at about one-fourth the original cost. The COLONIAL MUSICAL CABINET, Nos. 1 to 7. Nos. 1 and 2 contain twenty-two sentimental and comic songs. No. 3, songs, pianoforte pieces, and dances. No. 4, fourteen popular songs, "The Old Sexton," &c. No. 5, ten popular songs and duets, "Silver Threads," "Whip Poor Will," &c. No. 6, original dance music. No. 7, twelve of the newest songs. DUFF and STEWART's Magazine of Popular Songs. Nos. 1 to 12 contain an excellent selection of vocal and instrumental music. The ST. JAMES' HALL MINSTRELS. Nos. 1, 2, 3, and 4, contain each twenty-five excellent popular songs. The HAPPY AND COLONIAL, Nos. 1, 2, and 3, contain each 21 songs and choruses, "Mollie Darling," "Belle Mahone," "Mulligan Guards," &c. The NATIONAL ALBUM of new comic songs, "You're Afraid," "Not before I'm done," &c. ALL BOOSEY's and CHAPPELL's well-known books. THE CHAMPAGNE CHARLEY Dance Album. THE QUEEN'S MINSTREL's, containing fifteen duets, &c. Instruction Books for all Instruments, amongst others, Czerny's 101 Exercises; also, new edition, edited by Brinley Richards. Hamilton's Pianoforte and Singing Instruction, Henry's, Boosey's, and others. Tomlinson's and Clarke's Catechisms, necessary to all students of the pianoforte. Always on hand, a large stock of sheet music, including amongst others the works of the following well-known composers:—Kuhe, Mattei, Goetze, Fryllium, B. Richards, Pape, Smith, Archer, Smallwood, Stone, Blumenthal, Abt, Glover, Sullivan, Bordley, Clarebel, Gounod, and all the standard authors. Any music not in stock procured and forwarded. Sheet music post free to any part of the colony. [325, 872, 475, 1260]
column-1 [8, 40, 165, 1506]
